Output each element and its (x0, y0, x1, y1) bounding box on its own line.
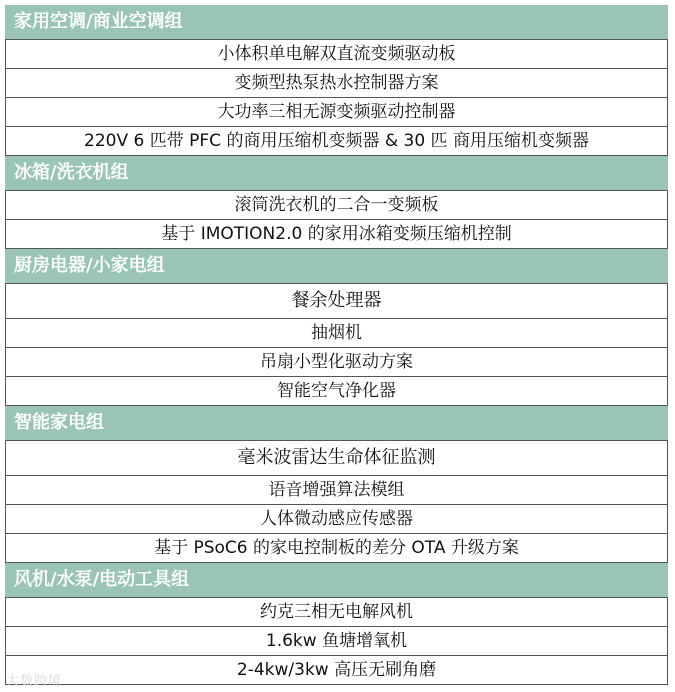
table-row: 基于 IMOTION2.0 的家用冰箱变频压缩机控制 (6, 219, 667, 248)
table-row: 滚筒洗衣机的二合一变频板 (234, 195, 439, 215)
group-items-fan-pump-tools (5, 597, 668, 685)
group-items-kitchen (5, 283, 668, 406)
group-header-fan-pump-tools: 风机/水泵/电动工具组 (5, 563, 668, 597)
table-row: 抽烟机 (6, 318, 667, 347)
group-items-ac (5, 39, 668, 156)
table-row: 约克三相无电解风机 (260, 602, 413, 622)
table-row: 毫米波雷达生命体征监测 (237, 447, 436, 468)
table-row: 小体积单电解双直流变频驱动板 (217, 44, 456, 64)
group-header-smart-home: 智能家电组 (5, 406, 668, 440)
table-row: 大功率三相无源变频驱动控制器 (6, 97, 667, 126)
group-items-smart-home (5, 440, 668, 563)
group-header-kitchen: 厨房电器/小家电组 (5, 249, 668, 283)
table-row: 吊扇小型化驱动方案 (6, 347, 667, 376)
table-row: 1.6kw 鱼塘增氧机 (6, 626, 667, 655)
table-row: 智能空气净化器 (6, 376, 667, 405)
table-row: 餐余处理器 (291, 290, 382, 311)
table-row: 220V 6 匹带 PFC 的商用压缩机变频器 & 30 匹 商用压缩机变频器 (6, 126, 667, 155)
group-header-fridge-washer: 冰箱/洗衣机组 (5, 156, 668, 190)
table-row: 2-4kw/3kw 高压无刷角磨 (6, 655, 667, 684)
table-row: 基于 PSoC6 的家电控制板的差分 OTA 升级方案 (6, 533, 667, 562)
watermark: 大数跨境 (6, 674, 63, 689)
group-header-ac: 家用空调/商业空调组 (5, 5, 668, 39)
solution-table (5, 5, 668, 685)
group-items-fridge-washer (5, 190, 668, 249)
table-row: 变频型热泵热水控制器方案 (6, 68, 667, 97)
table-row: 人体微动感应传感器 (6, 504, 667, 533)
table-row: 语音增强算法模组 (6, 475, 667, 504)
